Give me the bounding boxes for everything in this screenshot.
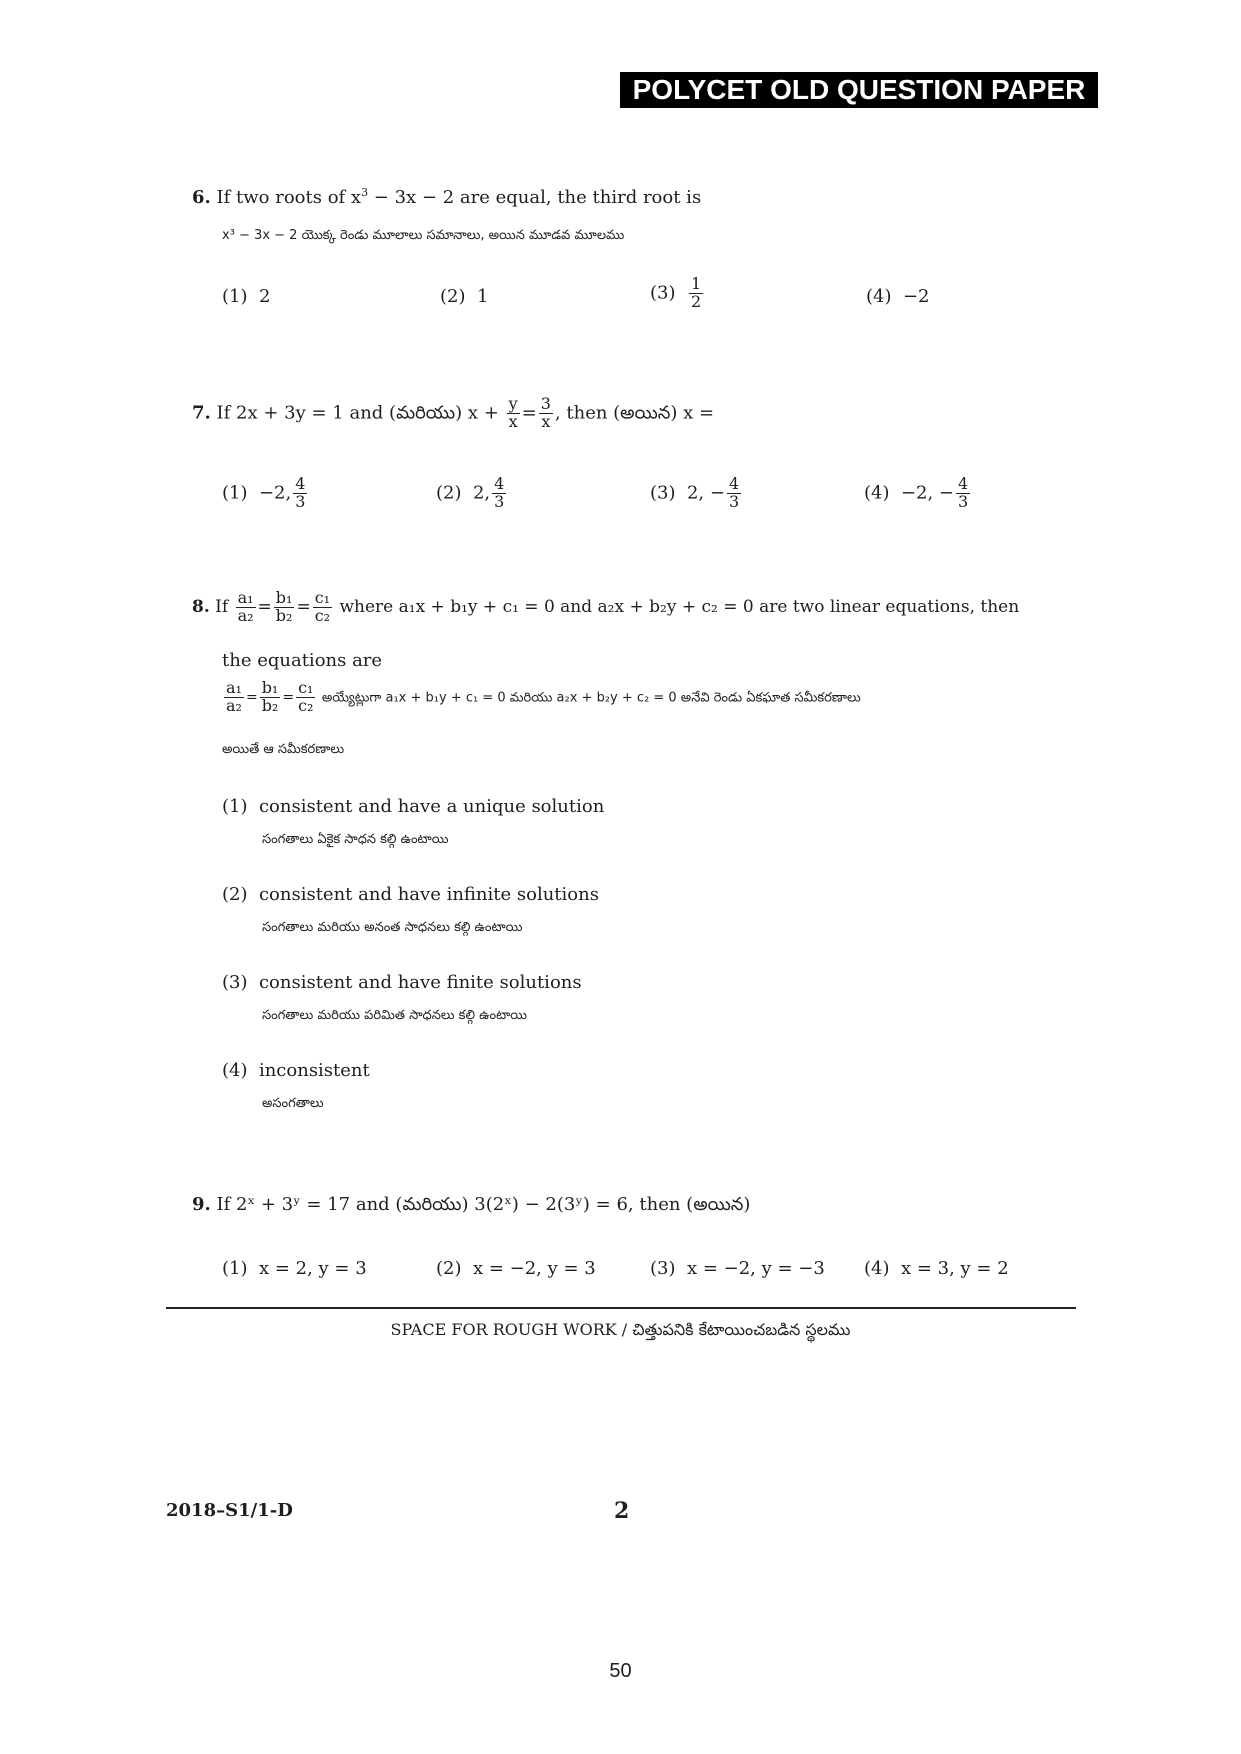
question-9 — [192, 1194, 750, 1219]
question-text-cont: , then (అయిన) x = — [554, 402, 715, 424]
q6-option-3: (3) $\frac{1}{2}$ — [650, 274, 702, 311]
fraction: $\frac{4}{3}$ — [728, 474, 740, 511]
question-8-telugu: $\frac{\text{a₁}}{\text{a₂}}$ = $\frac{\text{b₁}}{\text{b₂}}$ = $\frac{\text{c₁}}{\text{c₂}}$ అయ్యేట్లుగా a₁x + b₁y + c₁ = 0 మరియు a₂x + b₂y + c₂ = 0 అనేవి రెండు ఏకఘాత సమీకరణాలు — [226, 678, 861, 715]
inner-page-number: 2 — [614, 1498, 630, 1524]
ratio-a: $\frac{\text{a₁}}{\text{a₂}}$ — [237, 588, 254, 625]
question-6 — [192, 186, 701, 208]
q9-option-1: (1) x = 2, y = 3 — [222, 1258, 367, 1279]
q9-option-3: (3) x = −2, y = −3 — [650, 1258, 825, 1279]
question-number: 7. — [192, 402, 211, 424]
q8-option-1-telugu: సంగతాలు ఏకైక సాధన కల్గి ఉంటాయి — [262, 832, 449, 847]
question-8: 8. If $\frac{\text{a₁}}{\text{a₂}}$ = $\frac{\text{b₁}}{\text{b₂}}$ = $\frac{\text{c₁}}{\text{c₂}}$ where a₁x + b₁y + c₁ = 0 and a₂x + b₂y + c₂ = 0 are two linear equations, then — [192, 588, 1020, 625]
question-8-telugu-2: అయితే ఆ సమీకరణాలు — [222, 742, 345, 757]
q8-option-4-telugu: అసంగతాలు — [262, 1096, 324, 1111]
question-text: where a₁x + b₁y + c₁ = 0 and a₂x + b₂y + c₂ = 0 are two linear equations, then — [339, 596, 1020, 617]
q9-option-2: (2) x = −2, y = 3 — [436, 1258, 596, 1279]
question-number: 8. — [192, 596, 210, 617]
paper-code: 2018–S1/1-D — [166, 1500, 293, 1521]
ratio-b: $\frac{\text{b₁}}{\text{b₂}}$ — [261, 678, 279, 715]
q7-option-3: (3) 2, − $\frac{4}{3}$ — [650, 474, 740, 511]
paper-banner: POLYCET OLD QUESTION PAPER — [620, 72, 1098, 108]
question-text: If 2x + 3y = 1 and (మరియు) x + — [216, 402, 499, 424]
exponent: 3 — [361, 186, 369, 199]
ratio-c: $\frac{\text{c₁}}{\text{c₂}}$ — [314, 588, 331, 625]
question-8-line2: the equations are — [222, 650, 383, 671]
q6-option-2: (2) 1 — [440, 286, 489, 307]
fraction: $\frac{1}{2}$ — [690, 274, 702, 311]
fraction-3-over-x: $\frac{3}{x}$ — [540, 394, 551, 431]
q7-option-2: (2) 2, $\frac{4}{3}$ — [436, 474, 505, 511]
q8-option-2-telugu: సంగతాలు మరియు అనంత సాధనలు కల్గి ఉంటాయి — [262, 920, 523, 935]
fraction: $\frac{4}{3}$ — [958, 474, 969, 511]
ratio-b: $\frac{\text{b₁}}{\text{b₂}}$ — [275, 588, 293, 625]
q9-option-4: (4) x = 3, y = 2 — [864, 1258, 1009, 1279]
question-text: If two roots of x — [216, 187, 362, 208]
fraction-y-over-x: $\frac{y}{x}$ — [508, 394, 518, 431]
divider-rule — [166, 1307, 1076, 1309]
q8-option-3: (3) consistent and have finite solutions — [222, 972, 582, 993]
q7-option-4: (4) −2, − $\frac{4}{3}$ — [864, 474, 969, 511]
q8-option-2: (2) consistent and have infinite solutions — [222, 884, 599, 905]
q8-option-4: (4) inconsistent — [222, 1060, 370, 1081]
q6-option-1: (1) 2 — [222, 286, 271, 307]
question-6-telugu: x³ − 3x − 2 యొక్క రెండు మూలాలు సమానాలు, అయిన మూడవ మూలము — [222, 228, 625, 243]
ratio-c: $\frac{\text{c₁}}{\text{c₂}}$ — [298, 678, 314, 715]
fraction: $\frac{4}{3}$ — [494, 474, 505, 511]
question-number: 6. — [192, 187, 211, 208]
ratio-a: $\frac{\text{a₁}}{\text{a₂}}$ — [226, 678, 242, 715]
page-number: 50 — [609, 1660, 632, 1682]
q7-option-1: (1) −2, $\frac{4}{3}$ — [222, 474, 306, 511]
fraction: $\frac{4}{3}$ — [295, 474, 306, 511]
question-text-cont: − 3x − 2 are equal, the third root is — [368, 187, 702, 208]
q8-option-3-telugu: సంగతాలు మరియు పరిమిత సాధనలు కల్గి ఉంటాయి — [262, 1008, 528, 1023]
question-7: 7. If 2x + 3y = 1 and (మరియు) x + $\frac{y}{x}$ = $\frac{3}{x}$ , then (అయిన) x = — [192, 394, 715, 431]
question-text: If 2ˣ + 3ʸ = 17 and (మరియు) 3(2ˣ) − 2(3ʸ) = 6, then (అయిన) — [216, 1194, 751, 1215]
rough-work-label: SPACE FOR ROUGH WORK / చిత్తుపనికి కేటాయించబడిన స్థలము — [390, 1320, 851, 1339]
question-number: 9. — [192, 1194, 211, 1215]
q6-option-4: (4) −2 — [866, 286, 930, 307]
q8-option-1: (1) consistent and have a unique solution — [222, 796, 605, 817]
